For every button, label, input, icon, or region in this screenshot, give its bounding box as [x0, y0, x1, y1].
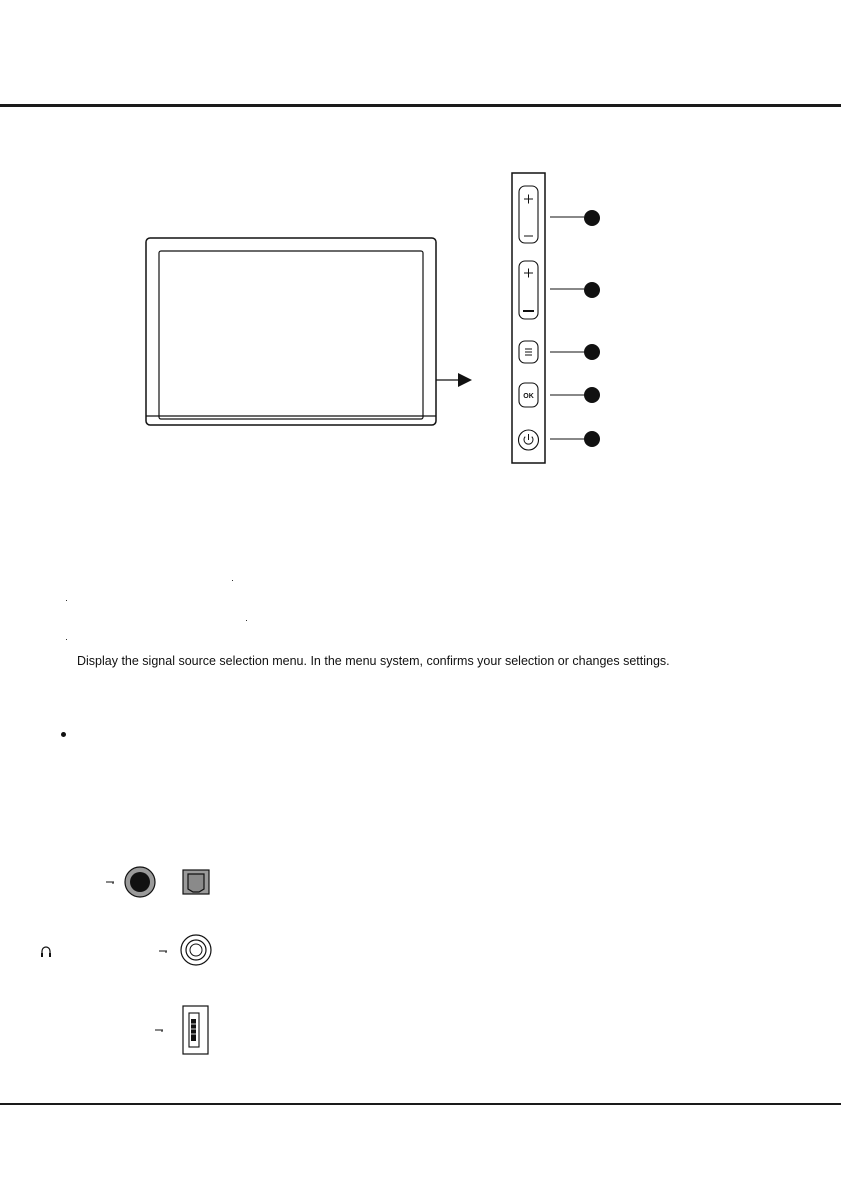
- callout-marker: [584, 431, 600, 447]
- usb-port: [155, 1006, 208, 1054]
- side-control-panel: [512, 173, 545, 463]
- pointer-arrow: [436, 373, 472, 387]
- menu-button[interactable]: [519, 341, 538, 363]
- speck: [232, 580, 233, 581]
- speck: [66, 639, 67, 640]
- callout-marker: [584, 282, 600, 298]
- power-button[interactable]: [519, 430, 539, 450]
- callout-marker: [584, 210, 600, 226]
- list-bullet: [61, 732, 66, 737]
- speck: [66, 600, 67, 601]
- callout-marker: [584, 344, 600, 360]
- volume-rocker[interactable]: [519, 186, 538, 243]
- headphone-jack: [41, 935, 211, 965]
- usb-port-icon: [183, 1006, 208, 1054]
- ok-button-description: Display the signal source selection menu. In the menu system, confirms your selection or changes settings.: [77, 654, 670, 668]
- optical-port-icon: [183, 870, 209, 894]
- headphone-icon: [41, 947, 51, 957]
- callout-marker: [584, 387, 600, 403]
- channel-rocker[interactable]: [519, 261, 538, 319]
- speck: [246, 620, 247, 621]
- callout-markers: [550, 210, 600, 447]
- ok-button[interactable]: [519, 383, 538, 407]
- ok-icon: OK: [523, 393, 534, 400]
- tv-illustration: [146, 238, 436, 425]
- coaxial-optical-audio-out: [106, 867, 209, 897]
